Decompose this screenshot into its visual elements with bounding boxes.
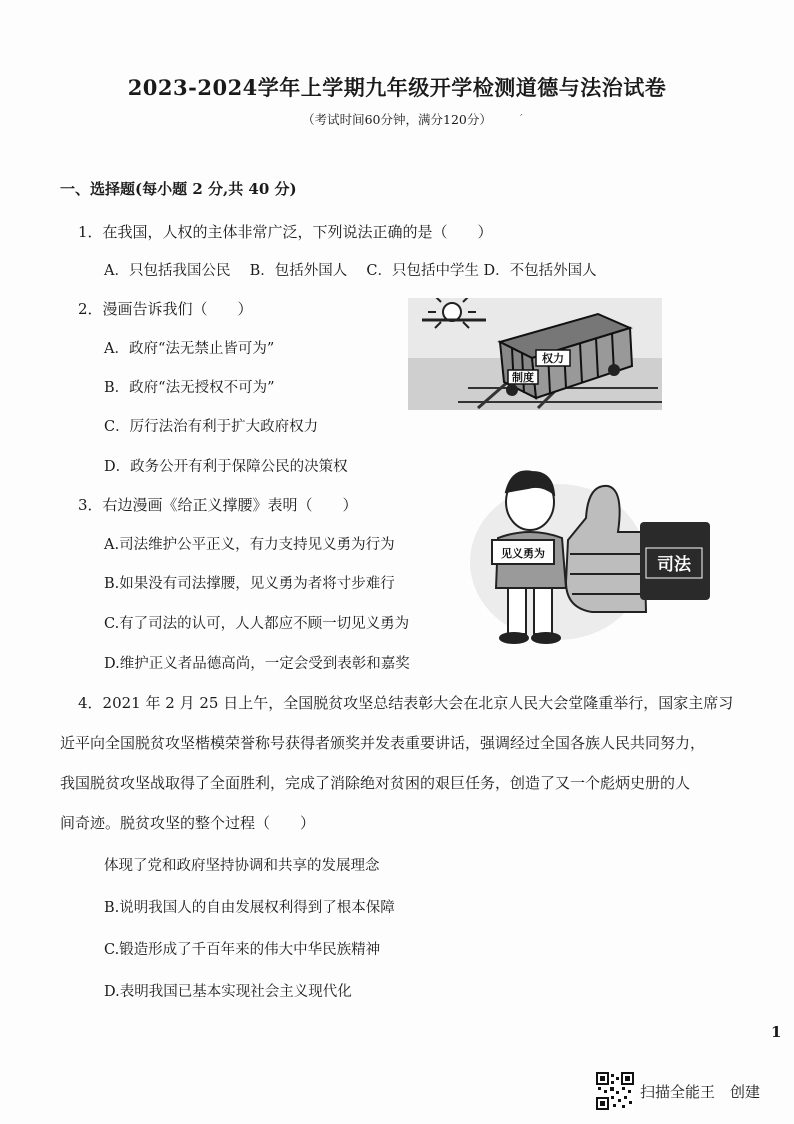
scanner-watermark: 扫描全能王 创建 <box>640 1083 761 1101</box>
question-1-options: A．只包括我国公民 B．包括外国人 C．只包括中学生 D．不包括外国人 <box>104 263 597 279</box>
question-4-line-2: 近平向全国脱贫攻坚楷模荣誉称号获得者颁奖并发表重要讲话，强调经过全国各族人民共同努力， <box>60 734 706 752</box>
cartoon-label-system: 制度 <box>512 371 534 384</box>
question-1-stem: 1．在我国，人权的主体非常广泛，下列说法正确的是（ ） <box>78 223 493 241</box>
stray-mark: ′ <box>520 112 523 125</box>
cartoon-sleeve-label: 司法 <box>657 555 691 575</box>
question-2-cartoon <box>408 298 662 410</box>
cartoon-sign-label: 见义勇为 <box>501 547 545 560</box>
question-4-option-a: 体现了党和政府坚持协调和共享的发展理念 <box>104 858 380 874</box>
question-3-stem: 3．右边漫画《给正义撑腰》表明（ ） <box>78 496 358 514</box>
question-4-option-c: C.锻造形成了千百年来的伟大中华民族精神 <box>104 942 381 958</box>
section-heading: 一、选择题(每小题 2 分,共 40 分) <box>60 180 297 198</box>
exam-info: （考试时间60分钟，满分120分） <box>302 112 492 127</box>
question-2-stem: 2．漫画告诉我们（ ） <box>78 300 253 318</box>
question-4-line-1: 4．2021 年 2 月 25 日上午，全国脱贫攻坚总结表彰大会在北京人民大会堂隆重举行，国家主席习 <box>78 694 734 712</box>
question-2-option-d: D．政务公开有利于保障公民的决策权 <box>104 459 348 475</box>
cartoon-label-power: 权力 <box>542 352 564 365</box>
question-3-cartoon <box>468 462 710 644</box>
question-4-line-4: 间奇迹。脱贫攻坚的整个过程（ ） <box>60 814 316 832</box>
question-3-option-b: B.如果没有司法撑腰，见义勇为者将寸步难行 <box>104 576 395 592</box>
question-2-option-c: C．厉行法治有利于扩大政府权力 <box>104 419 319 435</box>
question-3-option-c: C.有了司法的认可，人人都应不顾一切见义勇为 <box>104 616 410 632</box>
question-3-option-a: A.司法维护公平正义，有力支持见义勇为行为 <box>104 537 395 553</box>
page-number: 1 <box>771 1023 782 1041</box>
question-4-option-b: B.说明我国人的自由发展权利得到了根本保障 <box>104 900 395 916</box>
question-4-option-d: D.表明我国已基本实现社会主义现代化 <box>104 984 352 1000</box>
question-2-option-a: A．政府“法无禁止皆可为” <box>104 341 275 357</box>
question-2-option-b: B．政府“法无授权不可为” <box>104 380 275 396</box>
page-title: 2023-2024学年上学期九年级开学检测道德与法治试卷 <box>127 75 667 100</box>
qr-code-icon <box>596 1072 634 1110</box>
question-4-line-3: 我国脱贫攻坚战取得了全面胜利，完成了消除绝对贫困的艰巨任务，创造了又一个彪炳史册的人 <box>60 774 691 792</box>
question-3-option-d: D.维护正义者品德高尚，一定会受到表彰和嘉奖 <box>104 656 410 672</box>
